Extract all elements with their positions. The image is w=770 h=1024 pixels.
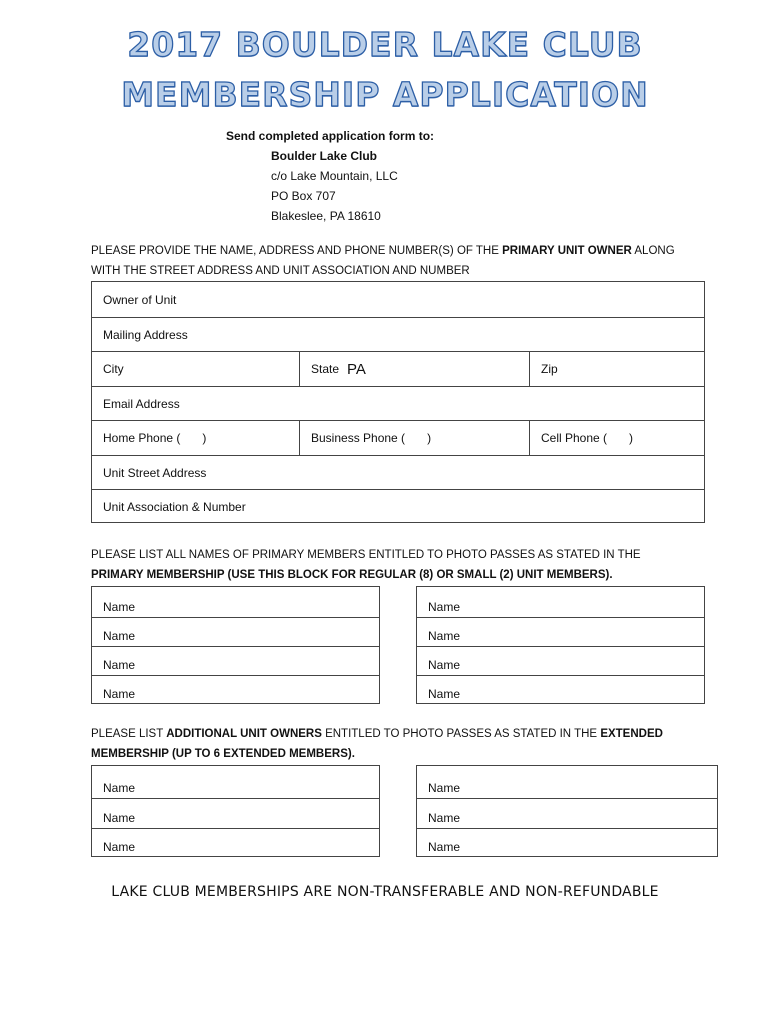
name-field[interactable]: Name — [92, 675, 379, 704]
home-phone-field[interactable]: Home Phone ( ) — [103, 431, 207, 445]
zip-field[interactable]: Zip — [529, 352, 704, 386]
name-field[interactable]: Name — [417, 646, 704, 675]
name-field[interactable]: Name — [92, 646, 379, 675]
business-phone-field[interactable]: Business Phone ( ) — [299, 421, 529, 455]
owner-info-table — [91, 281, 705, 523]
name-field[interactable]: Name — [428, 600, 461, 614]
club-name: Boulder Lake Club — [271, 149, 378, 163]
phone-row — [92, 420, 704, 455]
cell-phone-field[interactable]: Cell Phone ( ) — [529, 421, 704, 455]
name-field[interactable]: Name — [417, 675, 704, 704]
name-field[interactable]: Name — [417, 798, 717, 828]
non-transferable-notice: LAKE CLUB MEMBERSHIPS ARE NON-TRANSFERABLE AND NON-REFUNDABLE — [111, 884, 659, 900]
mailing-address-block — [271, 146, 398, 226]
owner-row[interactable] — [92, 282, 704, 317]
primary-members-right — [416, 586, 705, 704]
state-field[interactable] — [299, 352, 529, 386]
section2-instructions: PLEASE LIST ALL NAMES OF PRIMARY MEMBERS ENTITLED TO PHOTO PASSES AS STATED IN THE PRIMARY MEMBERSHIP (USE THIS BLOCK FOR REGULAR (8) OR SMALL (2) UNIT MEMBERS). — [91, 549, 641, 581]
section3-instructions: PLEASE LIST ADDITIONAL UNIT OWNERS ENTITLED TO PHOTO PASSES AS STATED IN THE EXTENDED MEMBERSHIP (UP TO 6 EXTENDED MEMBERS). — [91, 728, 663, 760]
name-field[interactable]: Name — [103, 781, 136, 795]
name-field[interactable]: Name — [92, 828, 379, 857]
unit-street-address-field[interactable]: Unit Street Address — [103, 465, 207, 480]
state-value: PA — [347, 360, 366, 378]
form-title-line1: 2017 BOULDER LAKE CLUB — [127, 25, 643, 64]
email-address-field[interactable]: Email Address — [103, 396, 180, 411]
care-of: c/o Lake Mountain, LLC — [271, 169, 398, 183]
city-field[interactable]: City — [103, 362, 124, 376]
name-field[interactable]: Name — [92, 798, 379, 828]
mailing-address-field[interactable]: Mailing Address — [103, 327, 188, 342]
owner-of-unit-field[interactable]: Owner of Unit — [103, 292, 177, 307]
name-field[interactable]: Name — [428, 781, 461, 795]
unit-association-field[interactable]: Unit Association & Number — [103, 499, 246, 514]
unit-assoc-row[interactable] — [92, 489, 704, 523]
email-row[interactable] — [92, 386, 704, 420]
name-field[interactable]: Name — [417, 617, 704, 646]
name-field[interactable]: Name — [92, 617, 379, 646]
primary-members-left — [91, 586, 380, 704]
name-field[interactable]: Name — [103, 600, 136, 614]
name-field[interactable]: Name — [417, 828, 717, 857]
extended-members-right — [416, 765, 718, 857]
form-title-line2: MEMBERSHIP APPLICATION — [121, 75, 649, 114]
city-row — [92, 351, 704, 386]
mailing-row[interactable] — [92, 317, 704, 351]
section1-instructions: PLEASE PROVIDE THE NAME, ADDRESS AND PHONE NUMBER(S) OF THE PRIMARY UNIT OWNER ALONG WITH THE STREET ADDRESS AND UNIT ASSOCIATION AND NUMBER — [91, 245, 675, 277]
city-state-zip: Blakeslee, PA 18610 — [271, 209, 381, 223]
send-to-label: Send completed application form to: — [226, 129, 435, 143]
po-box: PO Box 707 — [271, 189, 336, 203]
state-label: State — [311, 362, 340, 376]
unit-street-row[interactable] — [92, 455, 704, 489]
extended-members-left — [91, 765, 380, 857]
